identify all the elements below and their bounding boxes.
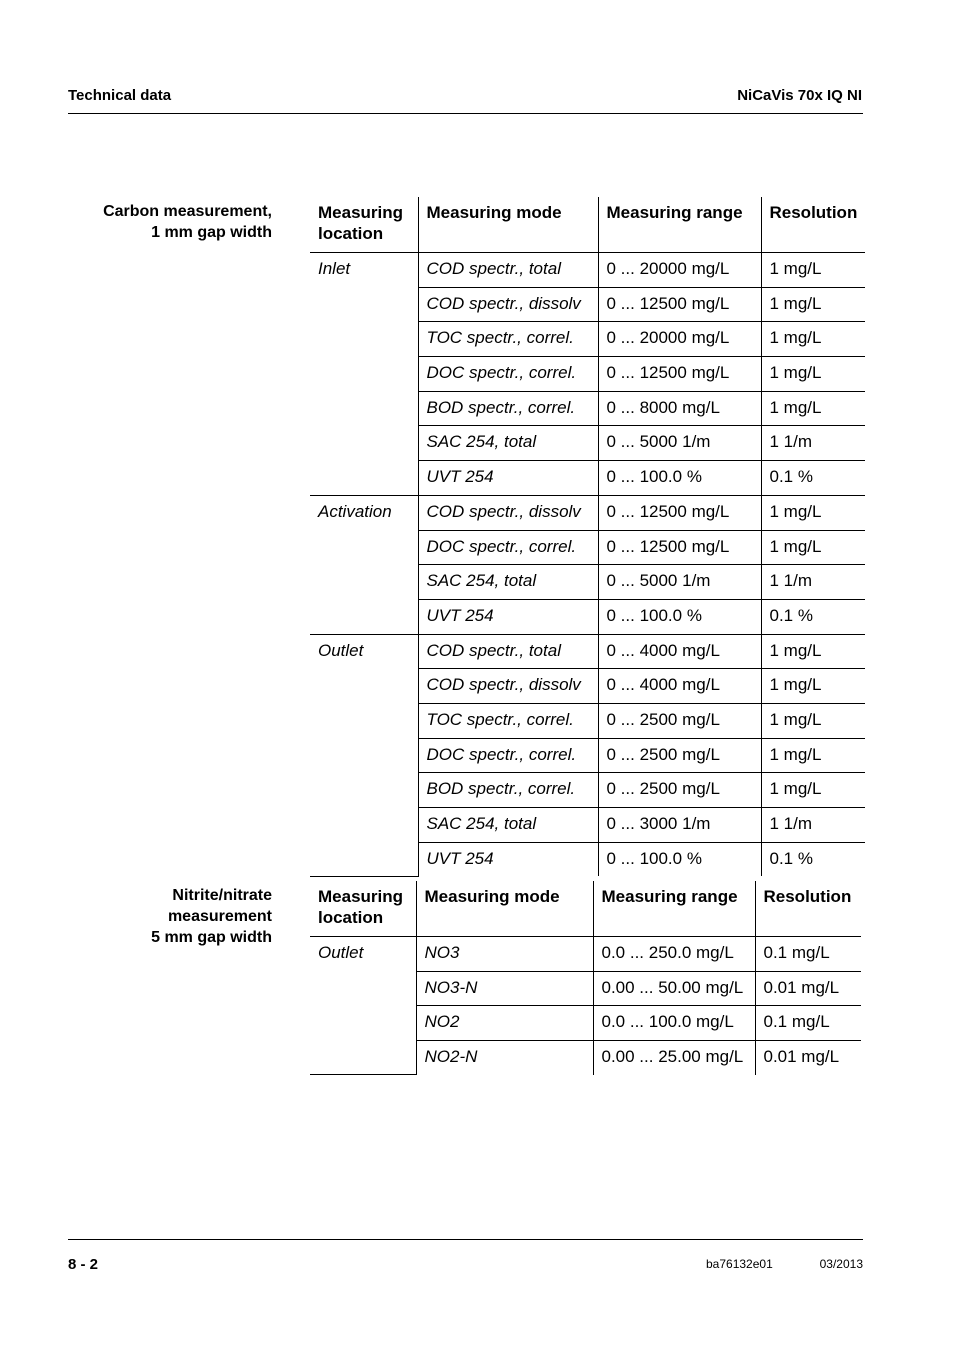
measuring-mode-cell: COD spectr., total (418, 634, 598, 669)
column-header-mode: Measuring mode (418, 197, 598, 253)
document-id: ba76132e01 (706, 1257, 773, 1271)
measuring-mode-cell: DOC spectr., correl. (418, 738, 598, 773)
measuring-range-cell: 0 ... 20000 mg/L (598, 322, 761, 357)
column-header-range: Measuring range (593, 881, 755, 937)
resolution-cell: 1 mg/L (761, 634, 865, 669)
measuring-mode-cell: NO2 (416, 1006, 593, 1041)
resolution-cell: 0.01 mg/L (755, 1041, 861, 1075)
resolution-cell: 1 mg/L (761, 703, 865, 738)
resolution-cell: 1 mg/L (761, 669, 865, 704)
resolution-cell: 0.1 % (761, 842, 865, 876)
measuring-range-cell: 0.00 ... 25.00 mg/L (593, 1041, 755, 1075)
measuring-range-cell: 0 ... 12500 mg/L (598, 287, 761, 322)
table-row (310, 634, 865, 669)
measuring-mode-cell: DOC spectr., correl. (418, 357, 598, 392)
measuring-mode-cell: UVT 254 (418, 599, 598, 634)
carbon-label-line1: Carbon measurement, (103, 203, 272, 220)
measuring-range-cell: 0 ... 2500 mg/L (598, 703, 761, 738)
measuring-range-cell: 0 ... 12500 mg/L (598, 357, 761, 392)
page-number: 8 - 2 (68, 1256, 99, 1273)
measuring-location-cell: Activation (310, 495, 418, 634)
measuring-location-cell: Outlet (310, 634, 418, 876)
measuring-location-cell: Inlet (310, 253, 418, 496)
resolution-cell: 1 mg/L (761, 738, 865, 773)
measuring-mode-cell: DOC spectr., correl. (418, 530, 598, 565)
column-header-location: Measuring location (310, 881, 416, 937)
resolution-cell: 0.1 % (761, 461, 865, 496)
column-header-resolution: Resolution (761, 197, 865, 253)
measuring-range-cell: 0 ... 5000 1/m (598, 565, 761, 600)
measuring-location-cell: Outlet (310, 937, 416, 1075)
measuring-mode-cell: SAC 254, total (418, 426, 598, 461)
measuring-mode-cell: COD spectr., total (418, 253, 598, 288)
resolution-cell: 1 mg/L (761, 287, 865, 322)
resolution-cell: 1 mg/L (761, 773, 865, 808)
table-row (310, 253, 865, 288)
measuring-range-cell: 0 ... 4000 mg/L (598, 634, 761, 669)
measuring-range-cell: 0 ... 20000 mg/L (598, 253, 761, 288)
resolution-cell: 0.01 mg/L (755, 971, 861, 1006)
measuring-mode-cell: UVT 254 (418, 461, 598, 496)
resolution-cell: 1 mg/L (761, 253, 865, 288)
nitrite-label-line2: measurement (167, 908, 272, 925)
measuring-range-cell: 0 ... 4000 mg/L (598, 669, 761, 704)
resolution-cell: 1 mg/L (761, 322, 865, 357)
measuring-mode-cell: COD spectr., dissolv (418, 287, 598, 322)
nitrite-label-line1: Nitrite/nitrate (172, 887, 272, 904)
resolution-cell: 1 mg/L (761, 530, 865, 565)
resolution-cell: 0.1 mg/L (755, 937, 861, 972)
measuring-mode-cell: NO3 (416, 937, 593, 972)
header-section-title: Technical data (68, 87, 172, 104)
nitrite-section-label (151, 885, 272, 948)
measuring-mode-cell: NO3-N (416, 971, 593, 1006)
nitrite-label-line3: 5 mm gap width (151, 929, 272, 946)
measuring-mode-cell: BOD spectr., correl. (418, 391, 598, 426)
resolution-cell: 1 1/m (761, 565, 865, 600)
column-header-resolution: Resolution (755, 881, 861, 937)
measuring-range-cell: 0 ... 100.0 % (598, 842, 761, 876)
measuring-range-cell: 0 ... 100.0 % (598, 461, 761, 496)
measuring-range-cell: 0.00 ... 50.00 mg/L (593, 971, 755, 1006)
table-row (310, 937, 861, 972)
measuring-range-cell: 0.0 ... 250.0 mg/L (593, 937, 755, 972)
carbon-label-line2: 1 mm gap width (151, 224, 272, 241)
resolution-cell: 1 1/m (761, 426, 865, 461)
measuring-mode-cell: BOD spectr., correl. (418, 773, 598, 808)
measuring-mode-cell: COD spectr., dissolv (418, 669, 598, 704)
measuring-mode-cell: COD spectr., dissolv (418, 495, 598, 530)
carbon-measurement-table (310, 197, 865, 877)
resolution-cell: 1 mg/L (761, 391, 865, 426)
measuring-range-cell: 0 ... 8000 mg/L (598, 391, 761, 426)
nitrite-measurement-table (310, 881, 861, 1075)
measuring-range-cell: 0 ... 5000 1/m (598, 426, 761, 461)
measuring-mode-cell: SAC 254, total (418, 565, 598, 600)
column-header-location: Measuring location (310, 197, 418, 253)
measuring-mode-cell: NO2-N (416, 1041, 593, 1075)
measuring-mode-cell: SAC 254, total (418, 808, 598, 843)
measuring-range-cell: 0 ... 2500 mg/L (598, 738, 761, 773)
measuring-mode-cell: UVT 254 (418, 842, 598, 876)
resolution-cell: 0.1 mg/L (755, 1006, 861, 1041)
header-rule (68, 113, 863, 114)
resolution-cell: 0.1 % (761, 599, 865, 634)
column-header-range: Measuring range (598, 197, 761, 253)
carbon-section-label (103, 201, 272, 243)
measuring-range-cell: 0 ... 12500 mg/L (598, 495, 761, 530)
measuring-range-cell: 0 ... 2500 mg/L (598, 773, 761, 808)
measuring-mode-cell: TOC spectr., correl. (418, 322, 598, 357)
footer-rule (68, 1239, 863, 1240)
measuring-range-cell: 0 ... 100.0 % (598, 599, 761, 634)
measuring-range-cell: 0 ... 3000 1/m (598, 808, 761, 843)
header-product-name: NiCaVis 70x IQ NI (737, 87, 862, 104)
publication-date: 03/2013 (819, 1257, 863, 1271)
resolution-cell: 1 1/m (761, 808, 865, 843)
measuring-range-cell: 0.0 ... 100.0 mg/L (593, 1006, 755, 1041)
measuring-range-cell: 0 ... 12500 mg/L (598, 530, 761, 565)
table-row (310, 495, 865, 530)
measuring-mode-cell: TOC spectr., correl. (418, 703, 598, 738)
resolution-cell: 1 mg/L (761, 495, 865, 530)
column-header-mode: Measuring mode (416, 881, 593, 937)
resolution-cell: 1 mg/L (761, 357, 865, 392)
